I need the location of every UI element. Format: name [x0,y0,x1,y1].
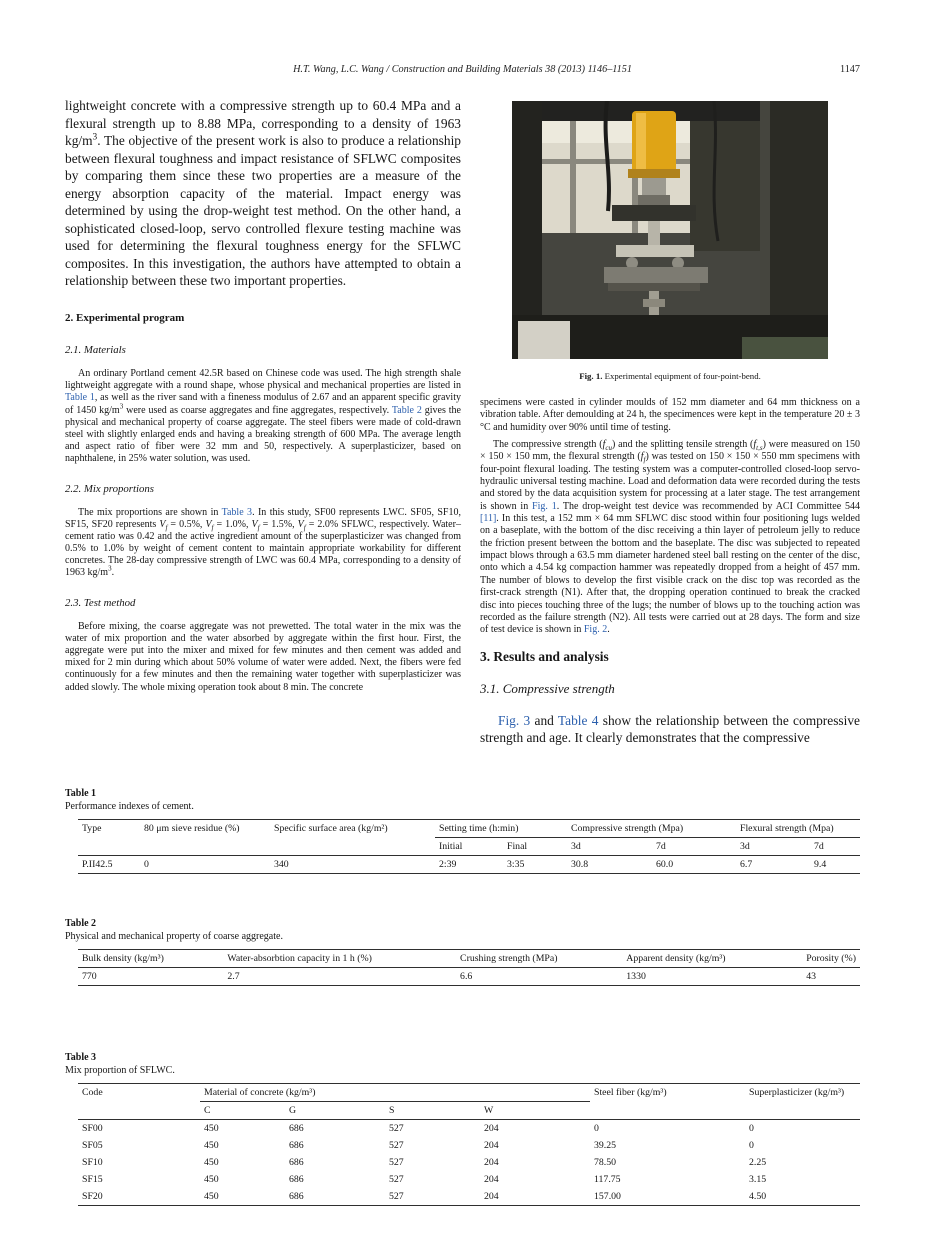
table-row [78,856,860,874]
table-cell: SF05 [82,1140,103,1151]
subsection-heading-mix-proportions: 2.2. Mix proportions [65,482,154,495]
text-segment: V [297,518,304,530]
text-segment: f [257,523,260,532]
cross-reference-link[interactable]: Fig. 2 [583,624,608,636]
table-row [78,1171,860,1188]
table-2-header [78,950,860,968]
table-cell: 450 [204,1157,219,1168]
table-header-group: Flexural strength (Mpa) [736,820,860,838]
table-2-block [65,918,860,986]
table-cell: 6.6 [460,971,473,982]
table-cell: 2:39 [439,859,457,870]
table-cell: Apparent density (kg/m³) [622,950,802,968]
table-cell: 686 [289,1174,304,1185]
table-cell: 527 [389,1191,404,1202]
table-3-block [65,1052,860,1206]
table-cell: SF10 [82,1157,103,1168]
text-segment: f [640,451,644,463]
table-1-label: Table 1 [65,788,97,799]
text-segment: The mix proportions are shown in [78,506,222,518]
table-2 [78,949,860,986]
table-cell: 686 [289,1140,304,1151]
text-segment: and [530,712,558,728]
text-segment: . [607,624,610,636]
text-segment: 3 [108,565,112,574]
text-segment: . The drop-weight test device was recommended by ACI Committee 544 [556,500,861,512]
table-row [78,1154,860,1171]
text-segment: ) were measured on 150 × 150 × 150 mm, the flexural strength ( [480,439,860,463]
table-3 [78,1083,860,1206]
figure-1-caption [512,371,828,381]
text-segment: V [251,518,258,530]
table-cell: 0 [749,1123,754,1134]
table-header-cell: 7d [652,838,736,856]
journal-citation: H.T. Wang, L.C. Wang / Construction and Building Materials 38 (2013) 1146–1151 [293,64,632,75]
table-cell: SF20 [82,1191,103,1202]
table-header-cell: Specific surface area (kg/m²) [270,820,435,856]
table-cell: 3.15 [749,1174,767,1185]
table-1-header [78,820,860,856]
table-cell: 39.25 [594,1140,617,1151]
table-cell: 60.0 [656,859,674,870]
table-header-cell: Steel fiber (kg/m³) [590,1084,745,1120]
table-header-cell: Superplasticizer (kg/m³) [745,1084,860,1120]
table-cell: 2.7 [227,971,240,982]
table-cell: 527 [389,1123,404,1134]
text-segment: 3 [119,402,124,411]
table-cell: Porosity (%) [802,950,860,968]
section-heading-results: 3. Results and analysis [480,648,609,664]
text-segment: V [205,518,212,530]
tables-area [65,788,860,1234]
cross-reference-link[interactable]: Table 4 [557,712,599,728]
table-cell: Water-absorbtion capacity in 1 h (%) [223,950,456,968]
table-cell: 157.00 [594,1191,621,1202]
text-segment: f [753,439,757,451]
table-cell: 204 [484,1174,499,1185]
table-cell: 686 [289,1157,304,1168]
table-cell: 2.25 [749,1157,767,1168]
cross-reference-link[interactable]: Table 2 [391,404,422,416]
table-cell: 450 [204,1123,219,1134]
table-cell: 78.50 [594,1157,617,1168]
table-cell: 527 [389,1157,404,1168]
text-segment: The compressive strength ( [493,439,603,451]
paragraph-test-method [65,621,461,694]
text-segment: = 1.5%, [259,518,298,530]
table-cell: 1330 [626,971,646,982]
table-2-caption: Physical and mechanical property of coarse aggregate. [65,931,283,942]
table-header-cell: Code [78,1084,200,1120]
table-row [78,1120,860,1138]
text-segment: Fig. 1. [579,371,603,381]
section-heading-experimental-program: 2. Experimental program [65,312,185,325]
table-row [78,968,860,986]
table-header-cell: G [285,1102,385,1120]
cross-reference-link[interactable]: [11] [480,513,497,525]
text-segment: f [165,523,168,532]
table-2-label: Table 2 [65,918,97,929]
running-head [65,64,860,75]
table-header-cell: Final [503,838,567,856]
right-column [480,97,860,746]
text-segment: = 1.0%, [213,518,252,530]
table-cell: 686 [289,1191,304,1202]
text-segment: f [643,456,646,465]
text-segment: = 0.5%, [167,518,206,530]
table-cell: Bulk density (kg/m³) [78,950,223,968]
table-cell: 0 [144,859,149,870]
table-cell: 204 [484,1157,499,1168]
table-cell: 3:35 [507,859,525,870]
table-header-cell: S [385,1102,480,1120]
table-row [78,1188,860,1206]
subsection-heading-test-method: 2.3. Test method [65,596,136,609]
text-segment: show the relationship between the compressive strength and age. It clearly demonstrates that the compressive [480,712,860,745]
text-segment: ) was tested on 150 × 150 × 550 mm specimens with four-point flexural loading. The testing system was a computer-controlled closed-loop servo-hydraulic universal testing machine. Load and deformation data were recorded during the tests and stored by the data acquisition system for processing at a later stage. The test arrangement is shown in [480,451,860,512]
text-segment: . [111,567,115,579]
table-row [78,950,860,968]
table-cell: 770 [82,971,97,982]
table-cell: 450 [204,1174,219,1185]
paragraph-specimens [480,397,860,434]
table-cell: 30.8 [571,859,589,870]
figure-1 [512,101,828,381]
table-cell: SF15 [82,1174,103,1185]
table-cell: 527 [389,1140,404,1151]
table-header-group: Material of concrete (kg/m³) [200,1084,590,1102]
text-segment: cu [605,444,612,453]
table-cell: Crushing strength (MPa) [456,950,622,968]
paragraph-materials [65,368,461,466]
page-number: 1147 [840,64,860,75]
text-segment: . In this test, a 152 mm × 64 mm SFLWC disc stood within four positioning lugs welded on a baseplate, with the bottom of the disc receiving a thin layer of petroleum jelly to reduce the friction present between the bottom and the baseplate. The disc was subjected to repeated impact blows through a 63.5 mm diameter hardened steel ball resting on the center of the disc, onto which a 4.54 kg compaction hammer was repeatedly dropped from a height of 457 mm. The number of blows to develop the first visible crack on the disc top was recorded as the first-crack strength (N1). After that, the dropping operation continued to break the cracked disc into pieces touching three of the lugs; the number of blows up to the touching action was recorded as the failure strength (N2). All tests were carried out at 28 days. The form and size of test device is shown in [480,513,860,636]
text-segment: gives the physical and mechanical property of coarse aggregate. The steel fibers were made of cold-drawn steel with slightly enlarged ends and having a breaking strength of 600 MPa. The average length and aspect ratio of fiber were 32 mm and 50, respectively. A superplasticizer, based on naphthalene, in 25% water solution, was used. [65,404,461,465]
table-row [78,1137,860,1154]
table-1-body [78,856,860,874]
text-segment: 3 [92,132,98,143]
table-header-cell: C [200,1102,285,1120]
table-cell: 0 [594,1123,599,1134]
text-segment: f [602,439,606,451]
table-cell: 43 [806,971,816,982]
paragraph-results-intro [480,712,860,747]
table-cell: 4.50 [749,1191,767,1202]
table-cell: 450 [204,1140,219,1151]
table-3-label: Table 3 [65,1052,97,1063]
text-segment: . In this study, SF00 represents LWC. SF05, SF10, SF15, SF20 represents [65,506,461,530]
table-cell: 204 [484,1123,499,1134]
text-segment: . The objective of the present work is also to produce a relationship between flexural toughness and impact resistance of SFLWC composites by comparing them since these two properties are a measure of the energy absorption capacity of the material. Impact energy was determined by using the drop-weight test method. On the other hand, a sophisticated closed-loop, servo controlled flexure testing machine was used for determining the flexural toughness energy for the SFLWC composites. In this investigation, the authors have attempted to obtain a relationship between these two important properties. [65,133,461,289]
table-header-group: Setting time (h:min) [435,820,567,838]
table-3-caption: Mix proportion of SFLWC. [65,1065,175,1076]
table-cell: SF00 [82,1123,103,1134]
table-header-cell: 7d [810,838,860,856]
text-segment: lightweight concrete with a compressive strength up to 60.4 MPa and a flexural strength up to 8.88 MPa, corresponding to a density of 1963 kg/m [65,98,461,149]
text-segment: Before mixing, the coarse aggregate was not prewetted. The total water in the mix was the water of mix proportion and the water absorbed by aggregate within the first hour. First, the aggregate were put into the mixer and mixed for few minutes and then cement was added and mixed for 2 min during which about 50% volume of water were added. Next, the fibers were fed continuously for a few minutes and then the remaining water together with superplasticizer was added slowly. The whole mixing operation took about 8 min. The concrete [65,620,461,693]
table-header-group: Compressive strength (Mpa) [567,820,736,838]
table-1-caption: Performance indexes of cement. [65,801,194,812]
text-segment: f [211,523,214,532]
cross-reference-link[interactable]: Table 3 [221,506,253,518]
cross-reference-link[interactable]: Fig. 3 [498,712,531,728]
paragraph-intro [65,97,461,290]
table-header-cell: W [480,1102,590,1120]
text-segment: t,s [756,444,763,453]
table-1-block [65,788,860,874]
left-column [65,97,461,711]
cross-reference-link[interactable]: Table 1 [65,392,95,404]
text-segment: were used as coarse aggregates and fine aggregates, respectively. [123,404,392,416]
table-cell: P.II42.5 [82,859,113,870]
text-segment: f [303,523,306,532]
paragraph-testing-procedure [480,439,860,637]
table-1 [78,819,860,874]
table-header-cell: 3d [736,838,810,856]
table-cell: 204 [484,1140,499,1151]
table-cell: 9.4 [814,859,827,870]
table-cell: 117.75 [594,1174,621,1185]
table-header-cell: Type [78,820,140,856]
text-segment: , as well as the river sand with a fineness modulus of 2.67 and an apparent specific gravity of 1450 kg/m [65,392,461,416]
table-cell: 6.7 [740,859,753,870]
cross-reference-link[interactable]: Fig. 1 [532,500,557,512]
table-cell: 204 [484,1191,499,1202]
text-segment: = 2.0% SFLWC, respectively. Water–cement ratio was 0.42 and the active ingredient amount of the superplasticizer was changed from 0.5% to 1.0% by weight of cement content to maintain appropriate workability for different concretes. The 28-day compressive strength of LWC was 60.4 MPa, corresponding to a density of 1963 kg/m [65,518,461,579]
table-cell: 340 [274,859,289,870]
table-3-header [78,1084,860,1120]
subsection-heading-compressive-strength: 3.1. Compressive strength [480,680,615,696]
table-cell: 686 [289,1123,304,1134]
text-segment: ) and the splitting tensile strength ( [611,439,754,451]
table-header-cell: Initial [435,838,503,856]
table-header-cell: 3d [567,838,652,856]
text-segment: Experimental equipment of four-point-bend. [602,371,761,381]
text-segment: specimens were casted in cylinder moulds of 152 mm diameter and 64 mm thickness on a vibration table. After demoulding at 24 h, the specimences were kept in the temperature 20 ± 3 °C and humidity over 90% until time of testing. [480,397,860,433]
text-segment: An ordinary Portland cement 42.5R based on Chinese code was used. The high strength shale lightweight aggregate with a round shape, whose physical and mechanical properties are listed in [65,368,461,392]
table-3-body [78,1120,860,1206]
paragraph-mix-proportions [65,507,461,580]
text-segment: V [159,518,166,530]
subsection-heading-materials: 2.1. Materials [65,344,126,357]
table-header-cell: 80 μm sieve residue (%) [140,820,270,856]
figure-1-photo [512,101,828,359]
table-2-body [78,968,860,986]
table-cell: 527 [389,1174,404,1185]
table-cell: 450 [204,1191,219,1202]
table-cell: 0 [749,1140,754,1151]
